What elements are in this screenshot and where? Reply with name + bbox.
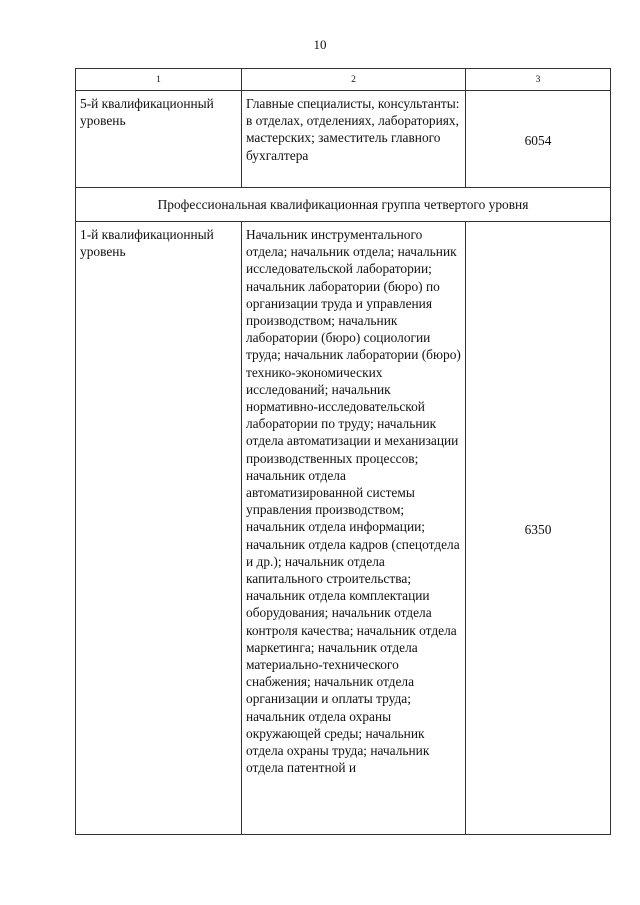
group-title: Профессиональная квалификационная группа четвертого уровня	[76, 188, 611, 222]
table-row	[76, 222, 611, 835]
table-header-row	[76, 69, 611, 91]
qualification-table	[75, 68, 611, 835]
table-row	[76, 91, 611, 188]
column-header: 1	[76, 69, 242, 91]
salary-value: 6350	[466, 222, 611, 835]
positions-list: Главные специалисты, консультанты: в отделах, отделениях, лабораториях, мастерских; заместитель главного бухгалтера	[242, 91, 466, 188]
positions-list: Начальник инструментального отдела; начальник отдела; начальник исследовательской лаборатории; начальник лаборатории (бюро) по организации труда и управления производством; начальник лаборатории (бюро) социологии труда; начальник лаборатории (бюро) технико-экономических исследований; начальник нормативно-исследовательской лаборатории по труду; начальник отдела автоматизации и механизации производственных процессов; начальник отдела автоматизированной системы управления производством; начальник отдела информации; начальник отдела кадров (спецотдела и др.); начальник отдела капитального строительства; начальник отдела комплектации оборудования; начальник отдела контроля качества; начальник отдела маркетинга; начальник отдела материально-технического снабжения; начальник отдела организации и оплаты труда; начальник отдела охраны окружающей среды; начальник отдела охраны труда; начальник отдела патентной и	[242, 222, 466, 835]
page-number: 10	[313, 37, 327, 52]
qualification-level: 1-й квалификационный уровень	[76, 222, 242, 835]
qualification-level: 5-й квалификационный уровень	[76, 91, 242, 188]
column-header: 3	[466, 69, 611, 91]
group-title-row	[76, 188, 611, 222]
column-header: 2	[242, 69, 466, 91]
salary-value: 6054	[466, 91, 611, 188]
